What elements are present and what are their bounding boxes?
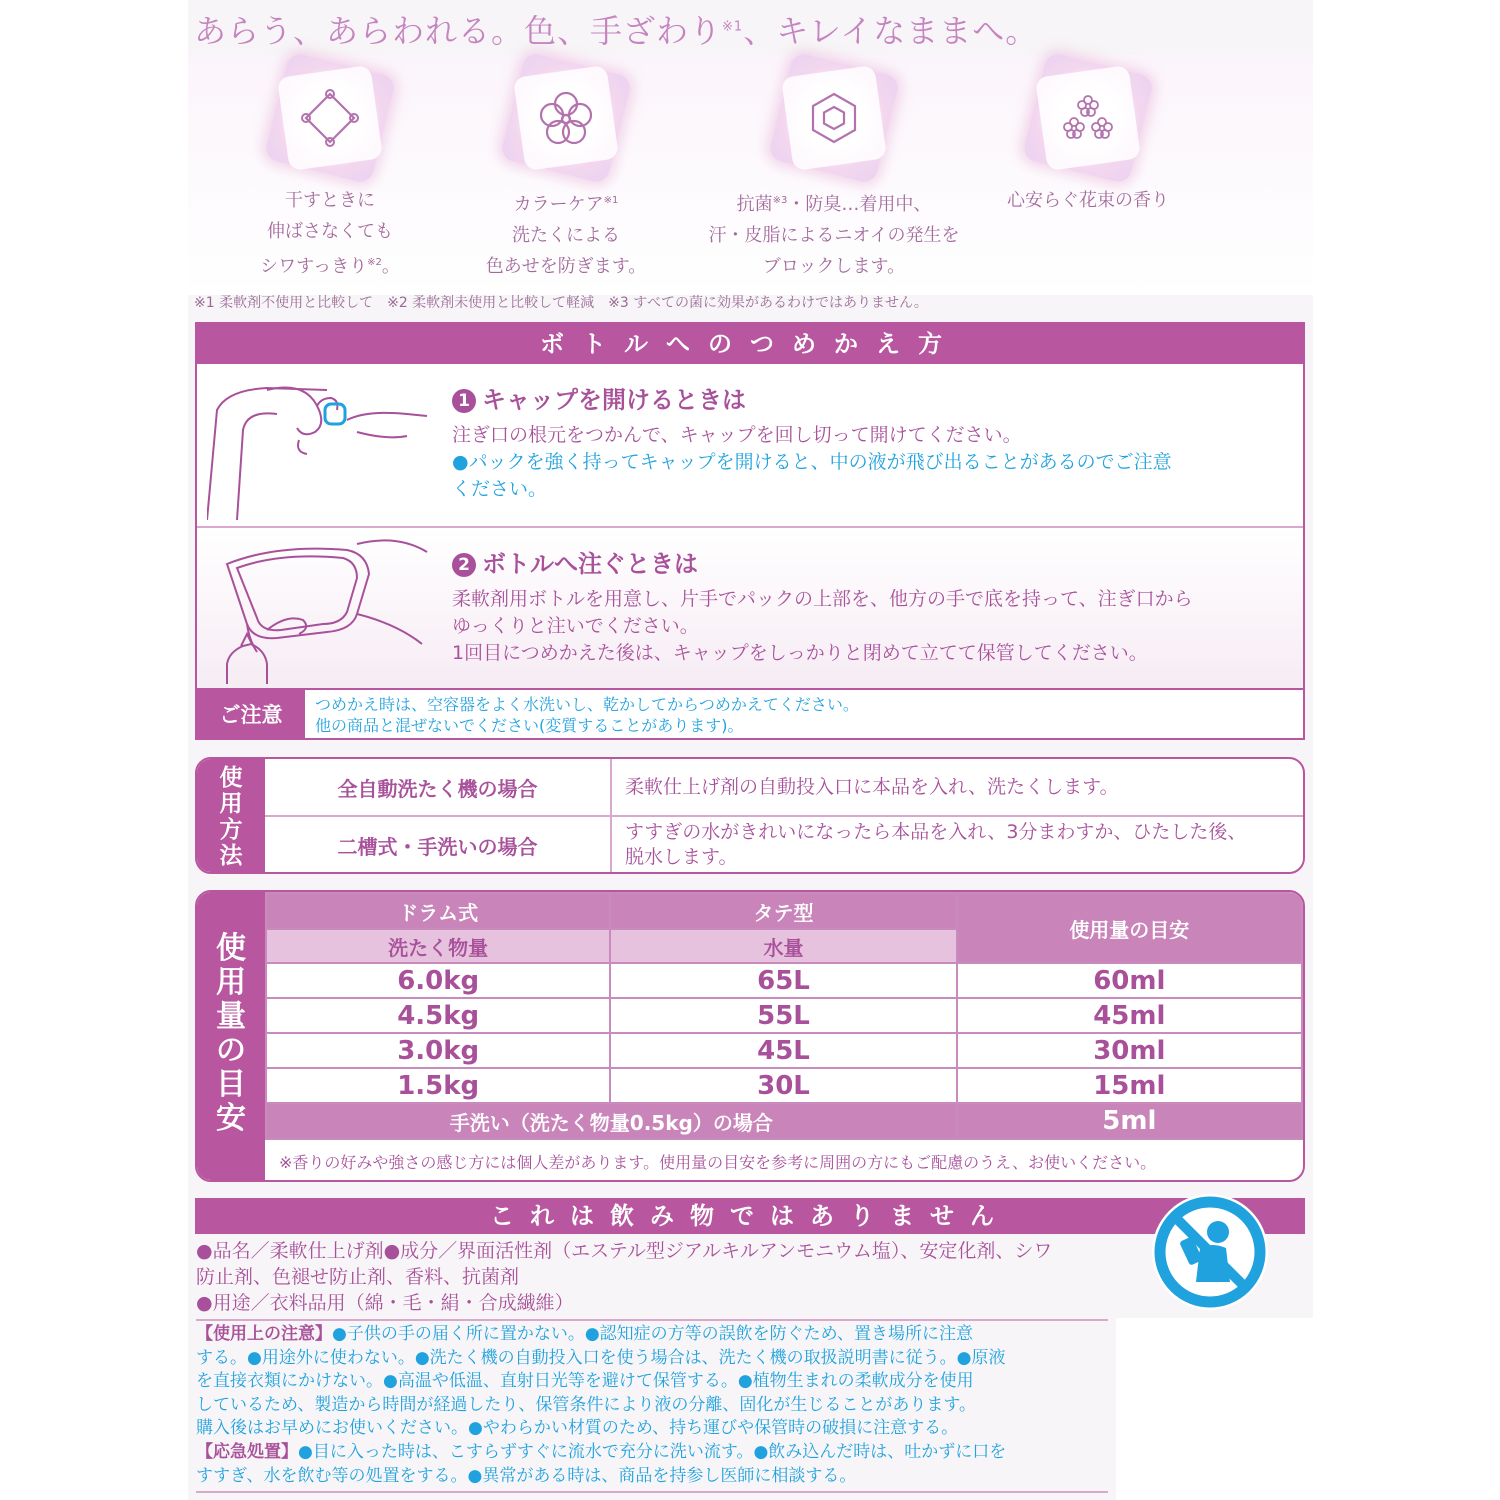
product-label-page <box>188 0 1313 1500</box>
feature-colorcare: カラーケア$^{※1}$ 洗たくによる 色あせを防ぎます。 <box>436 55 696 282</box>
usage-row-automatic: 全自動洗たく機の場合 柔軟仕上げ剤の自動投入口に本品を入れ、洗たくします。 <box>265 759 1303 817</box>
step-1-title: キャップを開けるときは <box>482 386 746 414</box>
warnings: 【使用上の注意】●子供の手の届く所に置かない。●認知症の方等の誤飲を防ぐため、置き場所に注意 する。●用途外に使わない。●洗たく機の自動投入口を使う場合は、洗たく機の取扱説明書に従う。●原液 を直接衣類にかけない。●高温や低温、直射日光等を避けて保管する。●植物生まれの柔軟成分を使用 しているため、製造から時間が経過したり、保管条件により液の分離、固化が生じることがあります。 購入後はお早めにお使いください。●やわらかい材質のため、持ち運びや保管時の破損に注意する。 【応急処置】●目に入った時は、こすらずすぐに流水で充分に洗い流す。●飲み込んだ時は、吐かずに口を すすぎ、水を飲む等の処置をする。●異常がある時は、商品を持参し医師に相談する。 <box>196 1324 1007 1486</box>
table-row: 6.0kg 65L 60ml <box>266 963 1302 998</box>
footnotes: ※1 柔軟剤不使用と比較して ※2 柔軟剤未使用と比較して軽減 ※3 すべての菌に効果があるわけではありません。 <box>194 295 928 311</box>
not-a-drink-banner: これは飲み物ではありません <box>195 1198 1305 1234</box>
features-row <box>188 55 1313 295</box>
hexagon-icon <box>804 88 864 148</box>
diamond-swirl-icon <box>300 88 360 148</box>
table-row: 3.0kg 45L 30ml <box>266 1033 1302 1068</box>
refill-section <box>195 322 1305 740</box>
feature-wrinkle: 干すときに 伸ばさなくても シワすっきり$^{※2}$。 <box>200 55 460 282</box>
dosage-note: ※香りの好みや強さの感じ方には個人差があります。使用量の目安を参考に周囲の方にもご配慮のうえ、お使いください。 <box>279 1153 1157 1172</box>
dosage-table: ドラム式 タテ型 使用量の目安 洗たく物量 水量 6.0kg 65L 60ml 4.5kg 55L 45ml 3.0kg 45L 30ml 1.5kg 30L 15ml 手洗い（洗たく物量0.5kg）の場合 5ml <box>265 892 1303 1140</box>
feature-antibacterial: 抗菌$^{※3}$・防臭…着用中、 汗・皮脂によるニオイの発生を ブロックします。 <box>704 55 964 282</box>
no-drinking-icon <box>1150 1192 1270 1312</box>
dosage-label: 使 用 量 の 目 安 <box>197 892 265 1180</box>
table-row-handwash: 手洗い（洗たく物量0.5kg）の場合 5ml <box>266 1103 1302 1139</box>
usage-method-label: 使 用 方 法 <box>197 759 265 872</box>
table-row: 1.5kg 30L 15ml <box>266 1068 1302 1103</box>
caution-label: ご注意 <box>197 690 305 740</box>
caution-box: ご注意 つめかえ時は、空容器をよく水洗いし、乾かしてからつめかえてください。 他の商品と混ぜないでください(変質することがあります)。 <box>197 688 1303 740</box>
tagline: あらう、あらわれる。色、手ざわり$^{※1}$、キレイなままへ。 <box>194 12 1039 50</box>
usage-method-section <box>195 757 1305 874</box>
flower-icon <box>536 88 596 148</box>
refill-step-2: 2 ボトルへ注ぐときは 柔軟剤用ボトルを用意し、片手でパックの上部を、他方の手で底を持って、注ぎ口から ゆっくりと注いでください。 1回目につめかえた後は、キャップをしっかりと閉めて立てて保管してください。 <box>197 528 1303 688</box>
refill-step-1: 1 キャップを開けるときは 注ぎ口の根元をつかんで、キャップを回し切って開けてください。 ●パックを強く持ってキャップを開けると、中の液が飛び出ることがあるのでご注意 ください。 <box>197 364 1303 528</box>
pouring-into-bottle-illustration <box>207 534 437 684</box>
bouquet-icon <box>1058 88 1118 148</box>
refill-title: ボトルへのつめかえ方 <box>197 324 1303 364</box>
table-row: 4.5kg 55L 45ml <box>266 998 1302 1033</box>
divider <box>196 1491 1108 1493</box>
feature-scent: 心安らぐ花束の香り <box>958 55 1218 216</box>
blank-area <box>1116 1318 1313 1500</box>
product-info: ●品名／柔軟仕上げ剤●成分／界面活性剤（エステル型ジアルキルアンモニウム塩）、安定化剤、シワ 防止剤、色褪せ防止剤、香料、抗菌剤 ●用途／衣料品用（綿・毛・絹・合成繊維） <box>196 1240 1053 1314</box>
dosage-section <box>195 890 1305 1182</box>
usage-row-twin-tub: 二槽式・手洗いの場合 すすぎの水がきれいになったら本品を入れ、3分まわすか、ひたした後、 脱水します。 <box>265 817 1303 873</box>
hands-opening-cap-illustration <box>207 370 437 520</box>
step-2-title: ボトルへ注ぐときは <box>482 550 698 578</box>
divider <box>196 1319 1108 1321</box>
